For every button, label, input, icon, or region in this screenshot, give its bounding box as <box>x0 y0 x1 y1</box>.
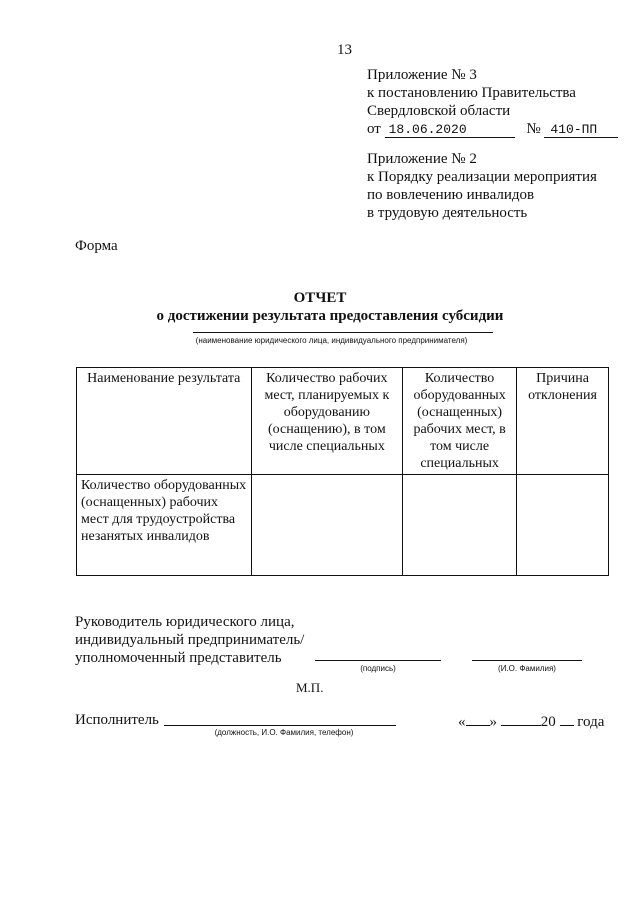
table-header-row <box>77 368 609 475</box>
appendix-3-line2: к постановлению Правительства <box>367 85 576 101</box>
appendix-3-line3: Свердловской области <box>367 103 511 119</box>
organization-name-caption: (наименование юридического лица, индивидуального предпринимателя) <box>195 336 468 345</box>
signature-caption: (подпись) <box>360 664 396 673</box>
header-result-name: Наименование результата <box>77 368 252 475</box>
appendix-2-title: Приложение № 2 <box>367 151 477 167</box>
signatory-line2: индивидуальный предприниматель/ <box>75 632 305 648</box>
appendix-2-block <box>367 150 597 222</box>
report-table <box>76 367 609 576</box>
header-equipped-workplaces: Количество оборудованных (оснащенных) рабочих мест, в том числе специальных <box>403 368 517 475</box>
header-deviation-reason: Причина отклонения <box>517 368 609 475</box>
year-field[interactable] <box>560 711 574 726</box>
date-open-quote: « <box>458 714 466 730</box>
appendix-3-block <box>367 66 618 138</box>
date-close-quote: » <box>489 714 497 730</box>
appendix-3-title: Приложение № 3 <box>367 67 477 83</box>
row-result-name: Количество оборудованных (оснащенных) рабочих мест для трудоустройства незанятых инвалидов <box>77 475 252 576</box>
full-name-caption: (И.О. Фамилия) <box>498 664 556 673</box>
table-row <box>77 475 609 576</box>
signatory-block <box>75 613 304 667</box>
organization-name-field[interactable] <box>193 332 493 333</box>
signatory-line1: Руководитель юридического лица, <box>75 614 295 630</box>
report-subtitle: о достижении результата предоставления субсидии <box>156 308 504 324</box>
appendix-2-line3: по вовлечению инвалидов <box>367 187 535 203</box>
year-prefix: 20 <box>540 714 556 730</box>
appendix-2-line4: в трудовую деятельность <box>367 205 528 221</box>
decree-number: 410-ПП <box>544 123 618 138</box>
seal-label: М.П. <box>296 680 324 695</box>
appendix-2-line2: к Порядку реализации мероприятия <box>367 169 597 185</box>
cell-planned-workplaces[interactable] <box>251 475 403 576</box>
signatory-line3: уполномоченный представитель <box>75 650 282 666</box>
date-field <box>458 711 604 731</box>
month-field[interactable] <box>501 711 541 726</box>
signature-field[interactable] <box>315 660 441 661</box>
executor-field[interactable] <box>164 725 396 726</box>
date-prefix: от <box>367 121 381 137</box>
full-name-field[interactable] <box>472 660 582 661</box>
executor-label: Исполнитель <box>75 712 159 728</box>
decree-date: 18.06.2020 <box>385 123 515 138</box>
page-number: 13 <box>337 42 352 58</box>
day-field[interactable] <box>466 711 490 726</box>
appendix-3-date-line <box>367 120 618 138</box>
cell-equipped-workplaces[interactable] <box>403 475 517 576</box>
year-suffix: года <box>577 714 605 730</box>
header-planned-workplaces: Количество рабочих мест, планируемых к оборудованию (оснащению), в том числе специальных <box>251 368 403 475</box>
cell-deviation-reason[interactable] <box>517 475 609 576</box>
executor-caption: (должность, И.О. Фамилия, телефон) <box>214 728 354 737</box>
number-prefix: № <box>526 121 541 137</box>
form-label: Форма <box>75 238 118 254</box>
report-title: ОТЧЕТ <box>293 290 347 306</box>
